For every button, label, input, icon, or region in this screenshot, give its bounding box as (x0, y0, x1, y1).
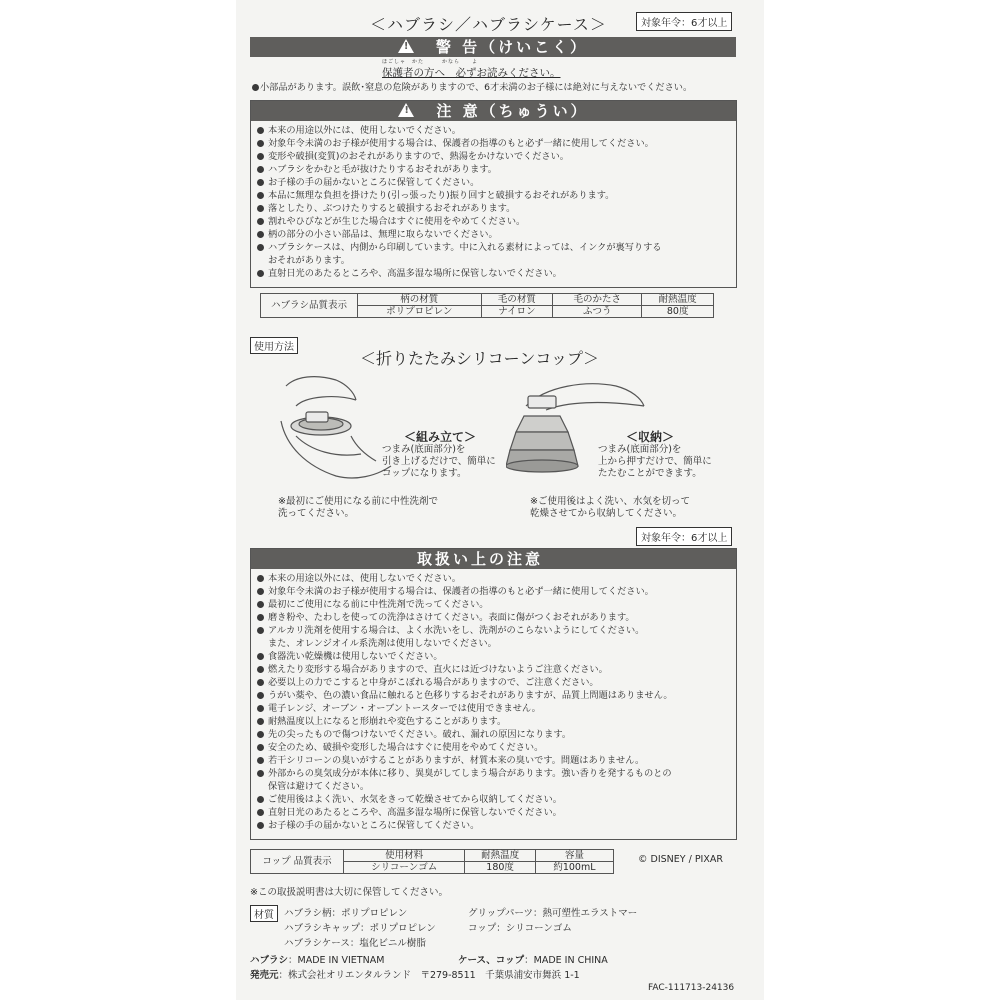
origin-case-value: ：MADE IN CHINA (524, 955, 608, 966)
quality-label: ハブラシ品質表示 (261, 294, 358, 318)
guardian-notice: 保護者の方へ 必ずお読みください。 (382, 67, 561, 79)
list-item: アルカリ洗剤を使用する場合は、よく水洗いをし、洗剤がのこらないようにしてください。 また、オレンジオイル系洗剤は使用しないでください。 (255, 624, 736, 650)
table-header: 毛の材質 (481, 294, 553, 306)
table-header: 使用材料 (344, 850, 465, 862)
list-item: うがい薬や、色の濃い食品に触れると色移りするおそれがありますが、品質上問題はありません。 (255, 689, 736, 702)
warning-triangle-icon (398, 39, 414, 53)
material-line: グリップパーツ：熱可塑性エラストマー (468, 908, 638, 919)
list-item: 先の尖ったもので傷つけないでください。破れ、漏れの原因になります。 (255, 728, 736, 741)
list-item: 割れやひびなどが生じた場合はすぐに使用をやめてください。 (255, 215, 736, 228)
handling-section (250, 548, 737, 840)
list-item: 直射日光のあたるところや、高温多湿な場所に保管しないでください。 (255, 267, 736, 280)
table-header: 柄の材質 (358, 294, 482, 306)
handling-heading: 取扱い上の注意 (251, 549, 736, 569)
copyright: © DISNEY / PIXAR (638, 854, 723, 865)
list-item: 必要以上の力でこすると中身がこぼれる場合がありますので、ご注意ください。 (255, 676, 736, 689)
table-cell: ナイロン (481, 306, 553, 318)
assemble-heading: ＜組み立て＞ (404, 430, 477, 444)
caution-heading-text: 注 意（ちゅうい） (436, 102, 589, 120)
list-item: ご使用後はよく洗い、水気をきって乾燥させてから収納してください。 (255, 793, 736, 806)
origin-brush-label: ハブラシ (250, 955, 289, 966)
usage-tag: 使用方法 (250, 337, 298, 354)
caution-triangle-icon (398, 103, 414, 117)
origin-brush-value: ：MADE IN VIETNAM (288, 955, 385, 966)
quality-label: コップ 品質表示 (251, 850, 344, 874)
list-item: 対象年令未満のお子様が使用する場合は、保護者の指導のもと必ず一緒に使用してください。 (255, 137, 736, 150)
material-line: ハブラシ柄：ポリプロピレン (284, 908, 408, 919)
cup-title: ＜折りたたみシリコーンコップ＞ (360, 349, 600, 368)
caution-section (250, 100, 737, 288)
list-item: 耐熱温度以上になると形崩れや変色することがあります。 (255, 715, 736, 728)
seller-label: 発売元 (250, 970, 279, 981)
table-header: 耐熱温度 (642, 294, 714, 306)
list-item: ハブラシケースは、内側から印刷しています。中に入れる素材によっては、インクが裏写りする おそれがあります。 (255, 241, 736, 267)
origin-case-label: ケース、コップ (458, 955, 525, 966)
assemble-illustration (276, 366, 396, 486)
list-item: 食器洗い乾燥機は使用しないでください。 (255, 650, 736, 663)
list-item: 本来の用途以外には、使用しないでください。 (255, 572, 736, 585)
origin-case (458, 952, 608, 966)
product-title: ＜ハブラシ／ハブラシケース＞ (370, 15, 607, 34)
list-item: 若干シリコーンの臭いがすることがありますが、材質本来の臭いです。問題はありません。 (255, 754, 736, 767)
list-item: 柄の部分の小さい部品は、無理に取らないでください。 (255, 228, 736, 241)
list-item: 直射日光のあたるところや、高温多湿な場所に保管しないでください。 (255, 806, 736, 819)
list-item: 対象年令未満のお子様が使用する場合は、保護者の指導のもと必ず一緒に使用してください。 (255, 585, 736, 598)
materials-tag: 材質 (250, 905, 278, 922)
table-cell: 180度 (465, 862, 536, 874)
warning-ruby: ほごしゃ かた かなら よ (382, 59, 479, 65)
table-cell: 約100mL (535, 862, 613, 874)
material-line: コップ：シリコーンゴム (468, 923, 572, 934)
list-item: 安全のため、破損や変形した場合はすぐに使用をやめてください。 (255, 741, 736, 754)
list-item: お子様の手の届かないところに保管してください。 (255, 176, 736, 189)
warning-list (250, 81, 736, 94)
instruction-sheet (236, 0, 764, 1000)
list-item: 変形や破損(変質)のおそれがありますので、熱湯をかけないでください。 (255, 150, 736, 163)
list-item: 外部からの臭気成分が本体に移り、異臭がしてしまう場合があります。強い香りを発するものとの 保管は避けてください。 (255, 767, 736, 793)
product-code: FAC-111713-24136 (648, 983, 735, 993)
table-cell: シリコーンゴム (344, 862, 465, 874)
note-right: ※ご使用後はよく洗い、水気を切って 乾燥させてから収納してください。 (530, 496, 690, 519)
material-line: ハブラシケース：塩化ビニル樹脂 (284, 938, 426, 949)
list-item: 磨き粉や、たわしを使っての洗浄はさけてください。表面に傷がつくおそれがあります。 (255, 611, 736, 624)
seller-value: ：株式会社オリエンタルランド 〒279-8511 千葉県浦安市舞浜 1-1 (278, 970, 580, 981)
table-header: 耐熱温度 (465, 850, 536, 862)
seller (250, 967, 580, 981)
caution-heading (251, 101, 736, 121)
list-item: 最初にご使用になる前に中性洗剤で洗ってください。 (255, 598, 736, 611)
list-item: 落としたり、ぶつけたりすると破損するおそれがあります。 (255, 202, 736, 215)
list-item: 本来の用途以外には、使用しないでください。 (255, 124, 736, 137)
warning-item: 小部品があります。誤飲･窒息の危険がありますので、6才未満のお子様には絶対に与えないでください。 (250, 81, 736, 94)
warning-heading (250, 37, 736, 57)
age-badge-2: 対象年令：6才以上 (636, 527, 732, 546)
fold-text: つまみ(底面部分)を 上から押すだけで、簡単に たたむことができます。 (598, 444, 712, 479)
table-cell: 80度 (642, 306, 714, 318)
toothbrush-quality-table (260, 293, 714, 318)
table-cell: ふつう (553, 306, 642, 318)
table-header: 毛のかたさ (553, 294, 642, 306)
cup-quality-table (250, 849, 614, 874)
note-left: ※最初にご使用になる前に中性洗剤で 洗ってください。 (278, 496, 438, 519)
caution-list (255, 124, 736, 280)
list-item: 電子レンジ、オーブン・オーブントースターでは使用できません。 (255, 702, 736, 715)
table-header: 容量 (535, 850, 613, 862)
list-item: ハブラシをかむと毛が抜けたりするおそれがあります。 (255, 163, 736, 176)
warning-section (250, 37, 736, 99)
material-line: ハブラシキャップ：ポリプロピレン (284, 923, 436, 934)
age-badge: 対象年令：6才以上 (636, 12, 732, 31)
list-item: お子様の手の届かないところに保管してください。 (255, 819, 736, 832)
assemble-text: つまみ(底面部分)を 引き上げるだけで、簡単に コップになります。 (382, 444, 496, 479)
table-cell: ポリプロピレン (358, 306, 482, 318)
handling-list (255, 572, 736, 832)
warning-heading-text: 警 告（けいこく） (435, 38, 589, 56)
origin-brush (250, 952, 384, 966)
keep-note: ※この取扱説明書は大切に保管してください。 (250, 887, 448, 898)
list-item: 燃えたり変形する場合がありますので、直火には近づけないようご注意ください。 (255, 663, 736, 676)
list-item: 本品に無理な負担を掛けたり(引っ張ったり)振り回すと破損するおそれがあります。 (255, 189, 736, 202)
fold-heading: ＜収納＞ (626, 430, 675, 444)
